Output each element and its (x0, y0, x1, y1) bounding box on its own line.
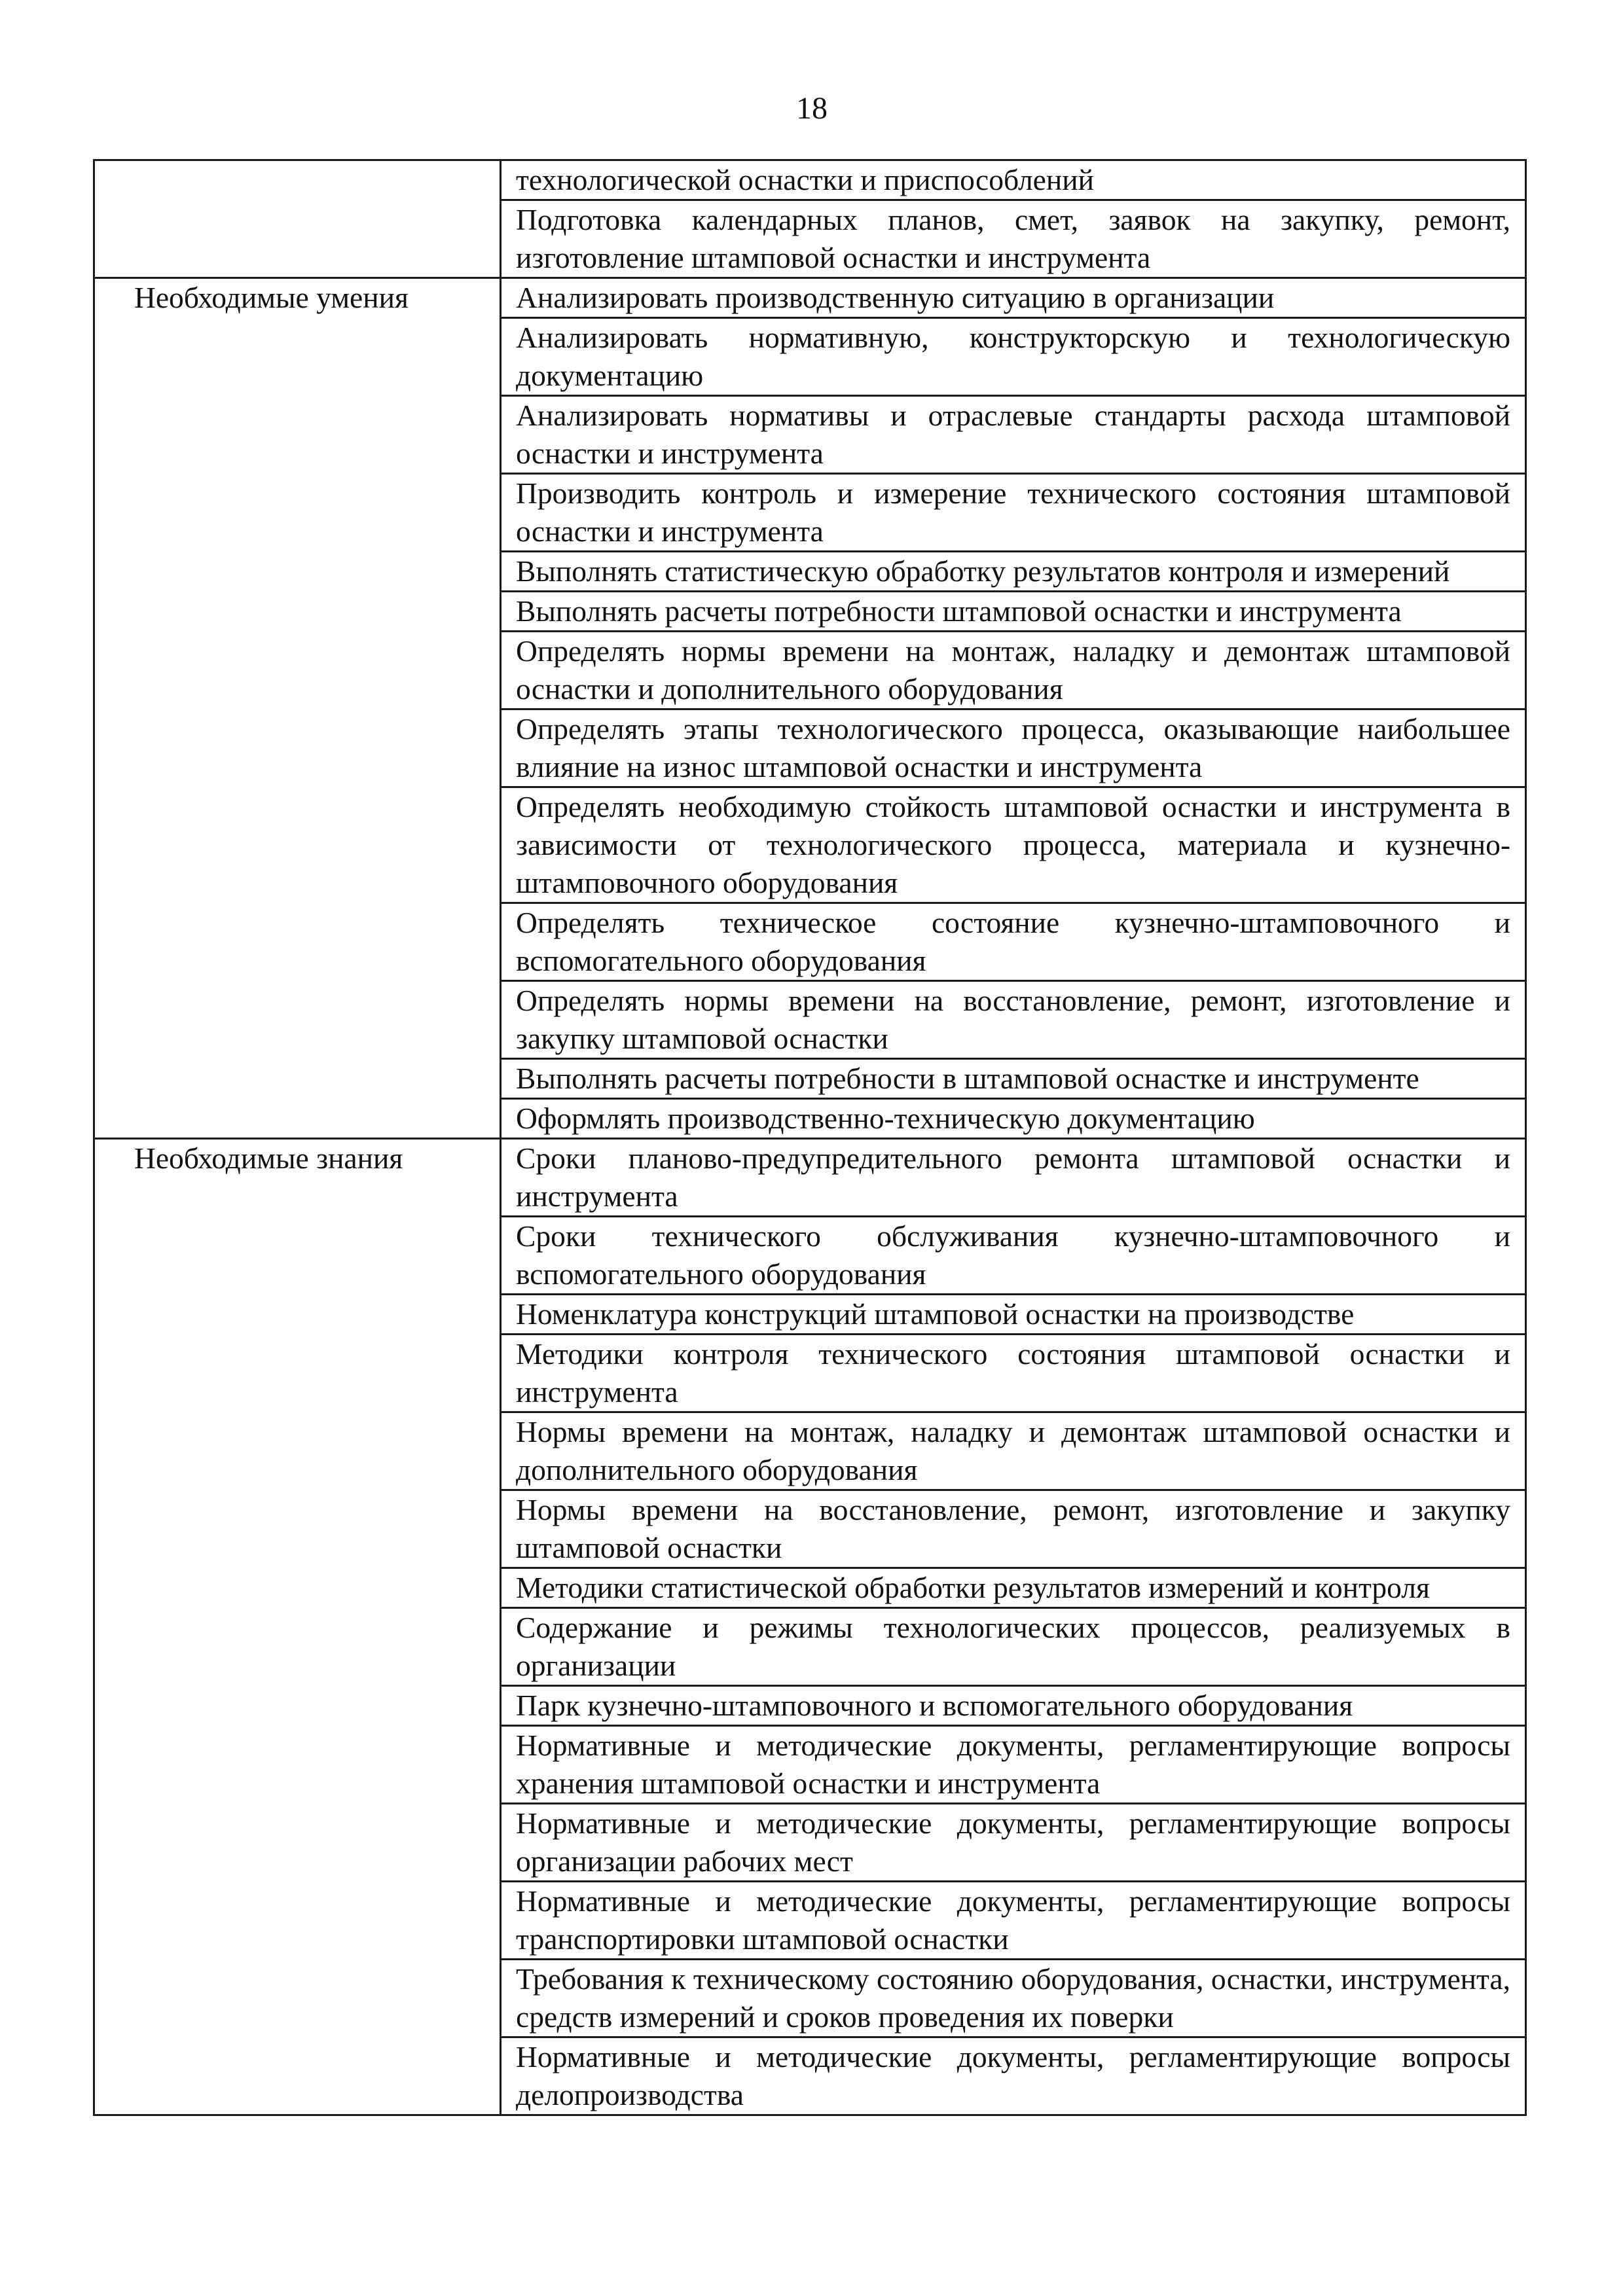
requirement-item-cell: Анализировать производственную ситуацию в организации (501, 278, 1526, 318)
requirement-item-cell: Сроки технического обслуживания кузнечно-штамповочного и вспомогательного оборудования (501, 1217, 1526, 1295)
requirement-item-cell: Сроки планово-предупредительного ремонта штамповой оснастки и инструмента (501, 1139, 1526, 1217)
requirement-item-cell: Выполнять расчеты потребности в штамповой оснастке и инструменте (501, 1059, 1526, 1099)
requirement-item-cell: технологической оснастки и приспособлений (501, 160, 1526, 200)
table-row (94, 160, 1526, 200)
requirement-item-cell: Нормативные и методические документы, регламентирующие вопросы хранения штамповой оснастки и инструмента (501, 1726, 1526, 1804)
requirement-item-cell: Парк кузнечно-штамповочного и вспомогательного оборудования (501, 1686, 1526, 1726)
table-row (94, 1139, 1526, 1217)
requirement-item-cell: Нормативные и методические документы, регламентирующие вопросы делопроизводства (501, 2037, 1526, 2115)
table-row (94, 278, 1526, 318)
requirement-item-cell: Анализировать нормативную, конструкторскую и технологическую документацию (501, 318, 1526, 396)
requirement-item-cell: Нормативные и методические документы, регламентирующие вопросы транспортировки штамповой оснастки (501, 1882, 1526, 1960)
requirement-item-cell: Подготовка календарных планов, смет, заявок на закупку, ремонт, изготовление штамповой оснастки и инструмента (501, 200, 1526, 278)
requirement-item-cell: Методики контроля технического состояния штамповой оснастки и инструмента (501, 1335, 1526, 1412)
requirement-item-cell: Выполнять статистическую обработку результатов контроля и измерений (501, 552, 1526, 592)
requirement-item-cell: Выполнять расчеты потребности штамповой оснастки и инструмента (501, 592, 1526, 632)
requirement-item-cell: Методики статистической обработки результатов измерений и контроля (501, 1568, 1526, 1608)
requirement-item-cell: Нормы времени на монтаж, наладку и демонтаж штамповой оснастки и дополнительного оборудования (501, 1412, 1526, 1490)
requirement-item-cell: Номенклатура конструкций штамповой оснастки на производстве (501, 1295, 1526, 1335)
section-label-cell: Необходимые умения (94, 278, 501, 1139)
requirements-table-body (94, 160, 1526, 2115)
requirement-item-cell: Определять нормы времени на восстановление, ремонт, изготовление и закупку штамповой оснастки (501, 981, 1526, 1059)
page-number: 18 (796, 91, 828, 126)
requirement-item-cell: Определять нормы времени на монтаж, наладку и демонтаж штамповой оснастки и дополнительного оборудования (501, 632, 1526, 709)
requirement-item-cell: Требования к техническому состоянию оборудования, оснастки, инструмента, средств измерений и сроков проведения их поверки (501, 1960, 1526, 2037)
requirement-item-cell: Определять необходимую стойкость штамповой оснастки и инструмента в зависимости от технологического процесса, материала и кузнечно-штамповочного оборудования (501, 787, 1526, 903)
requirements-table (93, 159, 1527, 2116)
requirement-item-cell: Нормы времени на восстановление, ремонт, изготовление и закупку штамповой оснастки (501, 1490, 1526, 1568)
requirement-item-cell: Производить контроль и измерение технического состояния штамповой оснастки и инструмента (501, 474, 1526, 552)
requirement-item-cell: Определять техническое состояние кузнечно-штамповочного и вспомогательного оборудования (501, 903, 1526, 981)
section-label-cell: Необходимые знания (94, 1139, 501, 2115)
section-label-cell (94, 160, 501, 278)
requirement-item-cell: Анализировать нормативы и отраслевые стандарты расхода штамповой оснастки и инструмента (501, 396, 1526, 474)
requirement-item-cell: Содержание и режимы технологических процессов, реализуемых в организации (501, 1608, 1526, 1686)
requirement-item-cell: Оформлять производственно-техническую документацию (501, 1099, 1526, 1139)
requirement-item-cell: Определять этапы технологического процесса, оказывающие наибольшее влияние на износ штамповой оснастки и инструмента (501, 709, 1526, 787)
requirement-item-cell: Нормативные и методические документы, регламентирующие вопросы организации рабочих мест (501, 1804, 1526, 1882)
